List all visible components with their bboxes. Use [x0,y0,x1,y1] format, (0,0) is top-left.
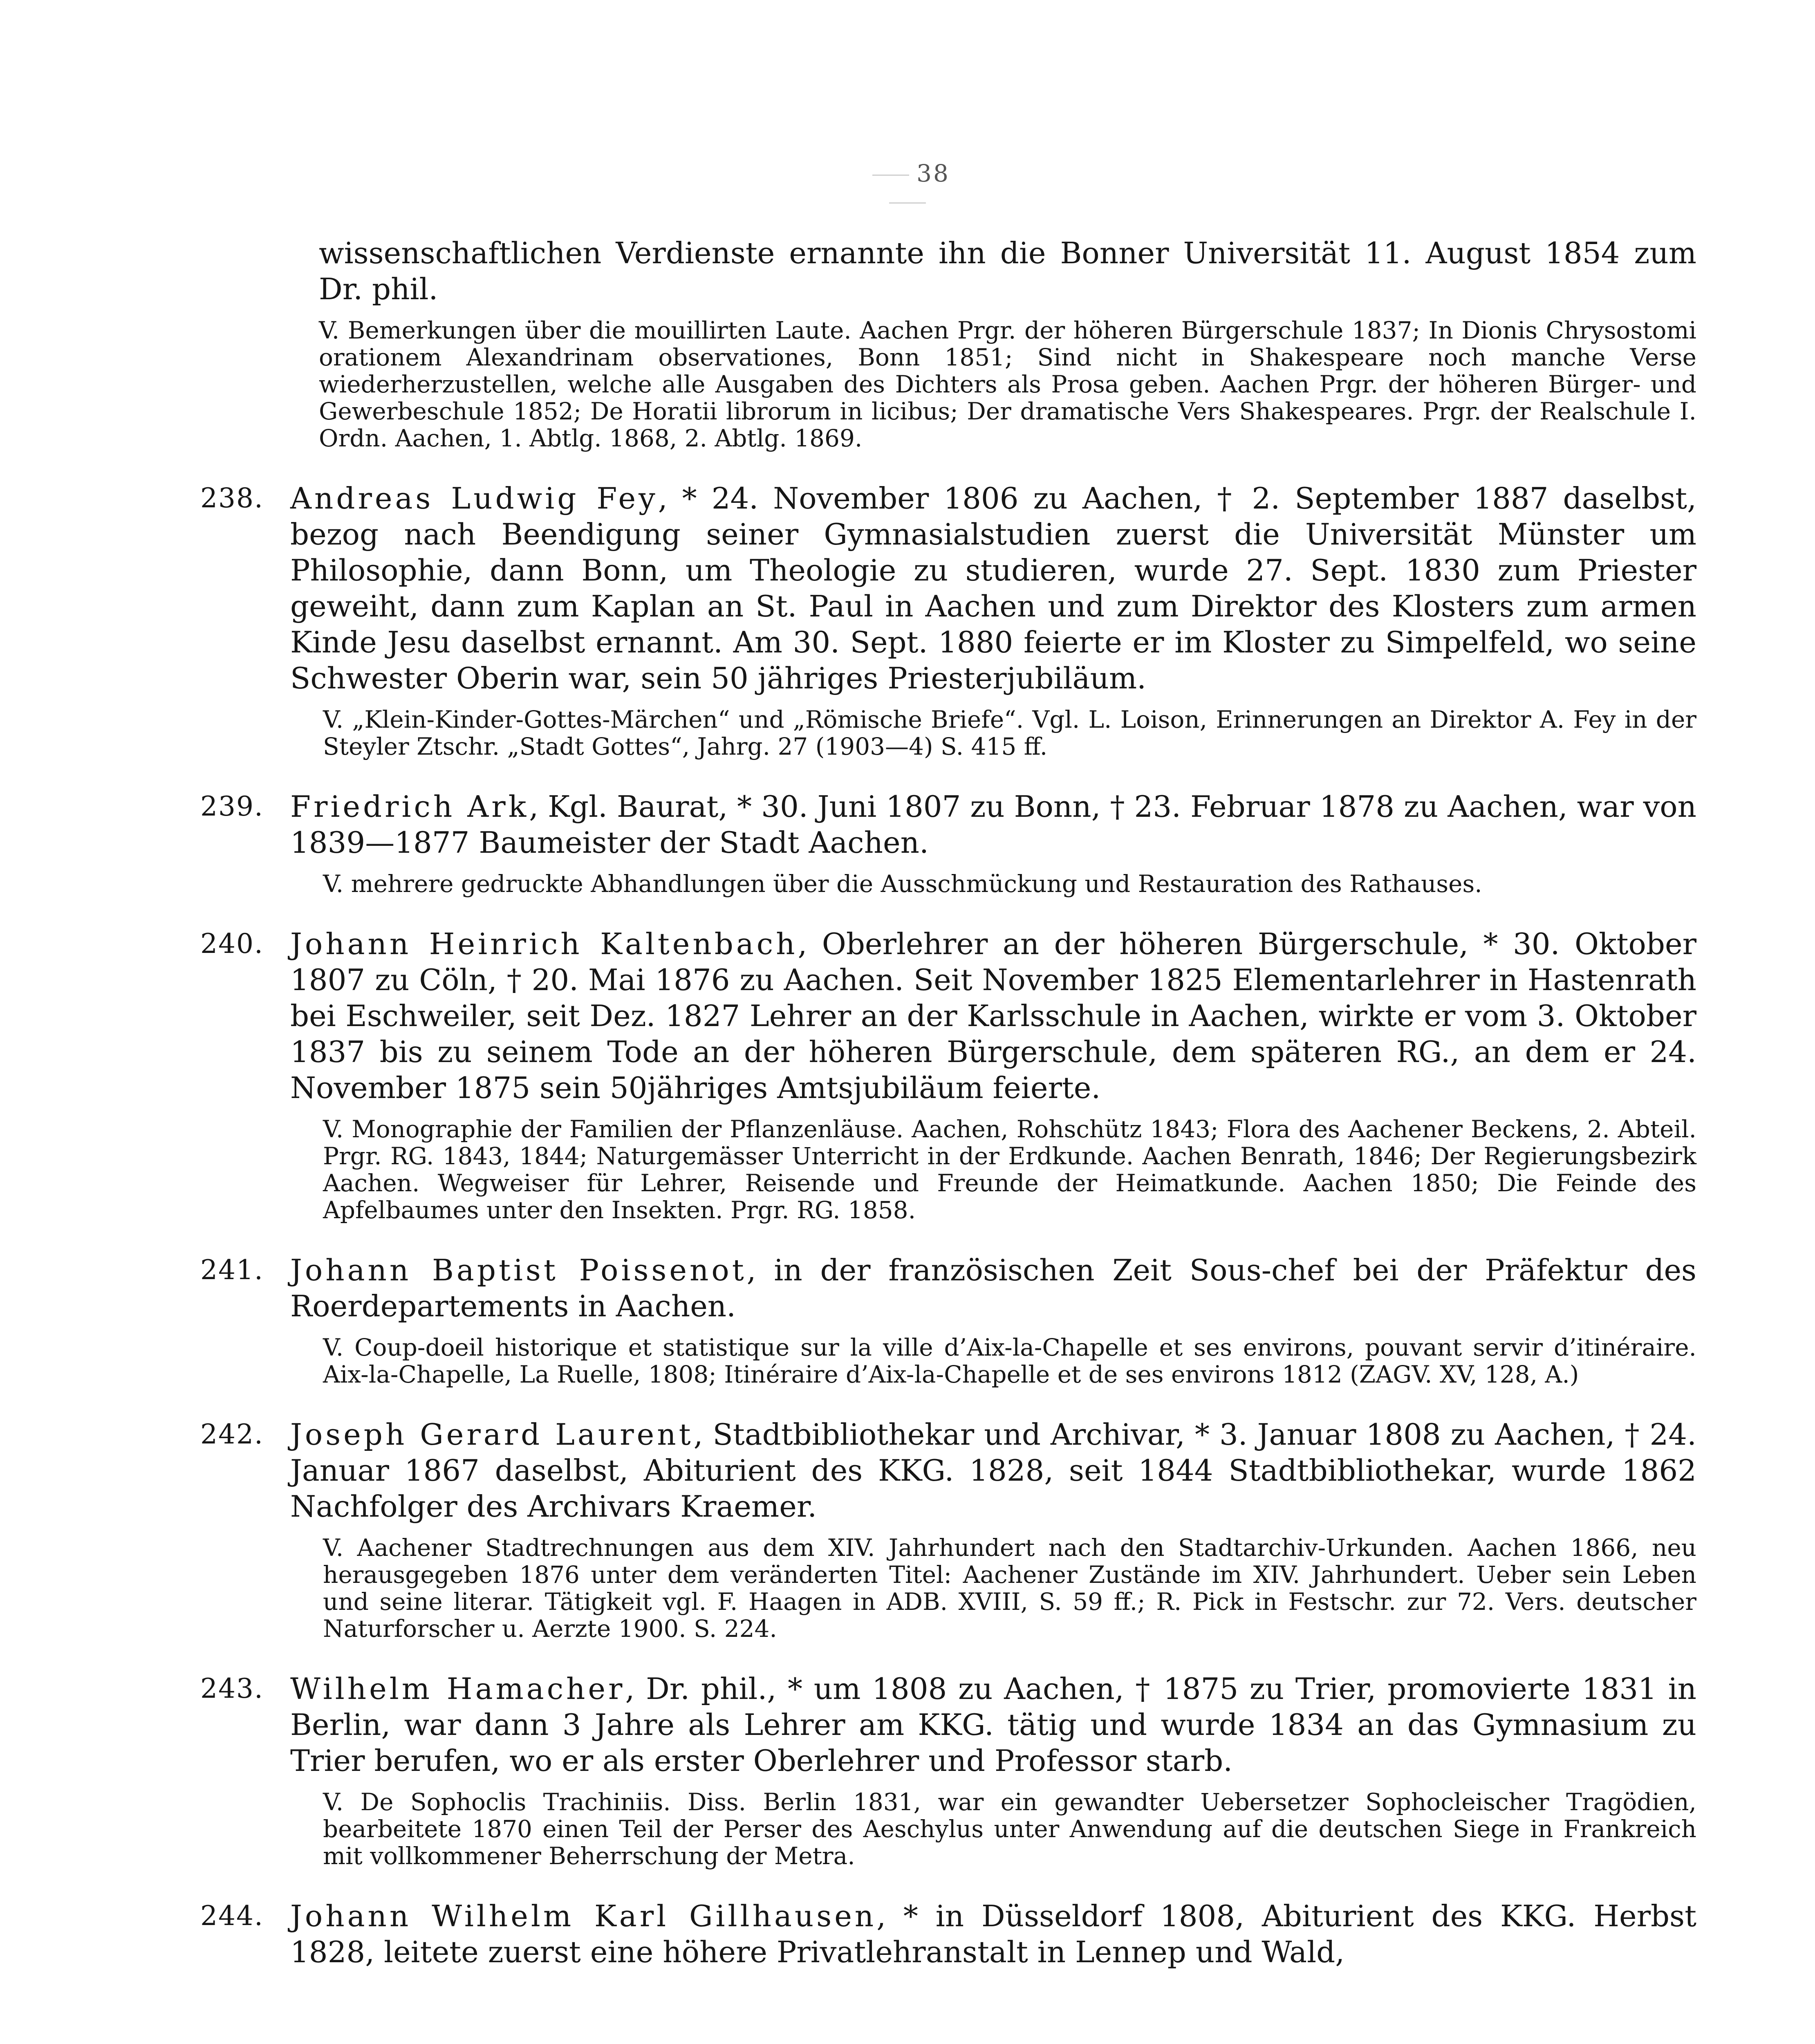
page-number-dash-left [872,175,909,176]
page-content [200,235,1696,1970]
entry-number: 239. [200,791,264,822]
page-number-dash-right [889,202,926,204]
entry-body: , * in Düsseldorf 1808, Abiturient des KKG. Herbst 1828, leitete zuerst eine höhere Privatlehranstalt in Lennep und Wald, [290,1899,1697,1969]
entry-number: 238. [200,482,264,514]
entry-body: , in der französischen Zeit Sous-chef bei der Präfektur des Roerdepartements in Aachen. [290,1253,1697,1323]
entry-number: 244. [200,1900,264,1932]
entry-238 [200,480,1696,760]
entry-body: , Kgl. Baurat, * 30. Juni 1807 zu Bonn, † 23. Februar 1878 zu Aachen, war von 1839—1877 Baumeister der Stadt Aachen. [290,789,1697,860]
page-number [863,159,952,215]
entry-note: V. Aachener Stadtrechnungen aus dem XIV. Jahrhundert nach den Stadtarchiv-Urkunden. Aachen 1866, neu herausgegeben 1876 unter dem veränderten Titel: Aachener Zustände im XIV. Jahrhundert. Ueber sein Leben und seine literar. Tätigkeit vgl. F. Haagen in ADB. XVIII, S. 59 ff.; R. Pick in Festschr. zur 72. Vers. deutscher Naturforscher u. Aerzte 1900. S. 224. [323,1534,1696,1643]
entry-243 [200,1671,1696,1869]
entry-number: 241. [200,1254,264,1286]
intro-text: wissenschaftlichen Verdienste ernannte ihn die Bonner Universität 11. August 1854 zum Dr. phil. [319,236,1696,306]
entry-body: , Stadtbibliothekar und Archivar, * 3. Januar 1808 zu Aachen, † 24. Januar 1867 daselbst, Abiturient des KKG. 1828, seit 1844 Stadtbibliothekar, wurde 1862 Nachfolger des Archivars Kraemer. [290,1417,1697,1524]
entry-body: , * 24. November 1806 zu Aachen, † 2. September 1887 daselbst, bezog nach Beendigung seiner Gymnasialstudien zuerst die Universität Münster um Philosophie, dann Bonn, um Theologie zu studieren, wurde 27. Sept. 1830 zum Priester geweiht, dann zum Kaplan an St. Paul in Aachen und zum Direktor des Klosters zum armen Kinde Jesu daselbst ernannt. Am 30. Sept. 1880 feierte er im Kloster zu Simpelfeld, wo seine Schwester Oberin war, sein 50 jähriges Priesterjubiläum. [290,481,1696,695]
entry-text [290,1898,1696,1970]
entry-239 [200,789,1696,897]
page-number-value: 38 [916,159,950,187]
entry-note: V. Coup-doeil historique et statistique sur la ville d’Aix-la-Chapelle et ses environs, pouvant servir d’itinéraire. Aix-la-Chapelle, La Ruelle, 1808; Itinéraire d’Aix-la-Chapelle et de ses environs 1812 (ZAGV. XV, 128, A.) [323,1334,1696,1388]
person-name: Friedrich Ark [290,789,529,824]
entry-body: , Oberlehrer an der höheren Bürgerschule, * 30. Oktober 1807 zu Cöln, † 20. Mai 1876 zu Aachen. Seit November 1825 Elementarlehrer in Hastenrath bei Eschweiler, seit Dez. 1827 Lehrer an der Karlsschule in Aachen, wirkte er vom 3. Oktober 1837 bis zu seinem Tode an der höheren Bürgerschule, dem späteren RG., an dem er 24. November 1875 sein 50jähriges Amtsjubiläum feierte. [290,927,1696,1105]
entry-number: 243. [200,1673,264,1704]
entry-240 [200,926,1696,1224]
entry-text [290,926,1696,1106]
person-name: Johann Wilhelm Karl Gillhausen [290,1899,877,1933]
entry-number: 242. [200,1419,264,1450]
entry-number: 240. [200,928,264,959]
entry-text [290,1416,1696,1524]
entry-note: V. Monographie der Familien der Pflanzenläuse. Aachen, Rohschütz 1843; Flora des Aachener Beckens, 2. Abteil. Prgr. RG. 1843, 1844; Naturgemässer Unterricht in der Erdkunde. Aachen Benrath, 1846; Der Regierungsbezirk Aachen. Wegweiser für Lehrer, Reisende und Freunde der Heimatkunde. Aachen 1850; Die Feinde des Apfelbaumes unter den Insekten. Prgr. RG. 1858. [323,1115,1696,1224]
entry-242 [200,1416,1696,1642]
entry-241 [200,1252,1696,1388]
person-name: Wilhelm Hamacher [290,1672,625,1706]
entry-text [290,1671,1696,1779]
entry-text [290,1252,1696,1324]
entry-note: V. „Klein-Kinder-Gottes-Märchen“ und „Römische Briefe“. Vgl. L. Loison, Erinnerungen an Direktor A. Fey in der Steyler Ztschr. „Stadt Gottes“, Jahrg. 27 (1903—4) S. 415 ff. [323,706,1696,760]
person-name: Andreas Ludwig Fey [290,481,658,515]
entry-text [290,789,1696,861]
entry-244 [200,1898,1696,1970]
person-name: Johann Baptist Poissenot [290,1253,747,1287]
intro-note: V. Bemerkungen über die mouillirten Laute. Aachen Prgr. der höheren Bürgerschule 1837; In Dionis Chrysostomi orationem Alexandrinam observationes, Bonn 1851; Sind nicht in Shakespeare noch manche Verse wiederherzustellen, welche alle Ausgaben des Dichters als Prosa geben. Aachen Prgr. der höheren Bürger- und Gewerbeschule 1852; De Horatii librorum in licibus; Der dramatische Vers Shakespeares. Prgr. der Realschule I. Ordn. Aachen, 1. Abtlg. 1868, 2. Abtlg. 1869. [319,316,1696,452]
person-name: Joseph Gerard Laurent [290,1417,694,1452]
entry-note: V. mehrere gedruckte Abhandlungen über die Ausschmückung und Restauration des Rathauses. [323,870,1482,898]
person-name: Johann Heinrich Kaltenbach [290,927,798,961]
entry-note: V. De Sophoclis Trachiniis. Diss. Berlin 1831, war ein gewandter Uebersetzer Sophocleischer Tragödien, bearbeitete 1870 einen Teil der Perser des Aeschylus unter Anwendung auf die deutschen Siege in Frankreich mit vollkommener Beherrschung der Metra. [323,1788,1696,1870]
entry-text [290,480,1696,696]
entry-body: , Dr. phil., * um 1808 zu Aachen, † 1875 zu Trier, promovierte 1831 in Berlin, war dann 3 Jahre als Lehrer am KKG. tätig und wurde 1834 an das Gymnasium zu Trier berufen, wo er als erster Oberlehrer und Professor starb. [290,1672,1696,1778]
